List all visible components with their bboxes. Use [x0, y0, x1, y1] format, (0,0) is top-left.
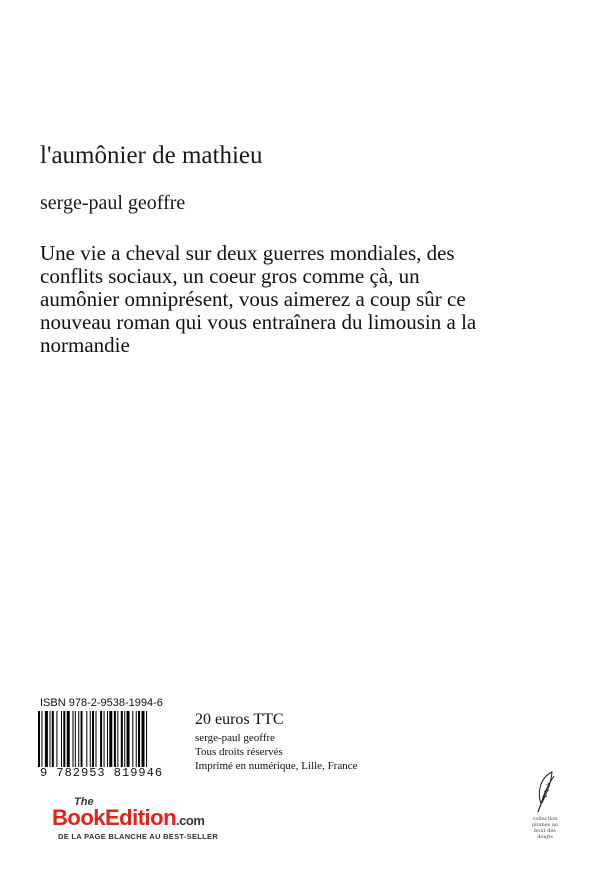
publisher-logo-domain: .com — [176, 813, 205, 828]
publisher-tagline: DE LA PAGE BLANCHE AU BEST-SELLER — [58, 832, 219, 841]
publisher-logo-name — [52, 805, 204, 831]
quill-pen-icon — [532, 770, 558, 814]
imprint-details — [195, 731, 358, 773]
collection-name — [520, 816, 570, 840]
collection-line: doigts — [537, 834, 553, 840]
book-title: l'aumônier de mathieu — [40, 142, 263, 169]
collection-line: plumes au — [531, 822, 559, 828]
collection-line: collection — [532, 816, 558, 822]
imprint-printed: Imprimé en numérique, Lille, France — [195, 760, 358, 772]
imprint-author: serge-paul geoffre — [195, 732, 275, 744]
collection-emblem — [520, 770, 570, 840]
isbn-label: ISBN 978-2-9538-1994-6 — [40, 697, 163, 709]
barcode-icon — [38, 711, 178, 767]
publisher-logo-the: The — [74, 796, 94, 808]
book-blurb: Une vie a cheval sur deux guerres mondiales, des conflits sociaux, un coeur gros comme çà, un aumônier omniprésent, vous aimerez a coup sûr ce nouveau roman qui vous entraînera du limousin a la normandie — [40, 241, 477, 357]
collection-line: bout des — [534, 828, 556, 834]
publisher-logo-name-text: BookEdition — [52, 805, 177, 830]
imprint-rights: Tous droits réservés — [195, 746, 283, 758]
book-author: serge-paul geoffre — [40, 192, 186, 214]
barcode-digits: 9 782953 819946 — [40, 766, 164, 780]
price: 20 euros TTC — [195, 711, 284, 728]
